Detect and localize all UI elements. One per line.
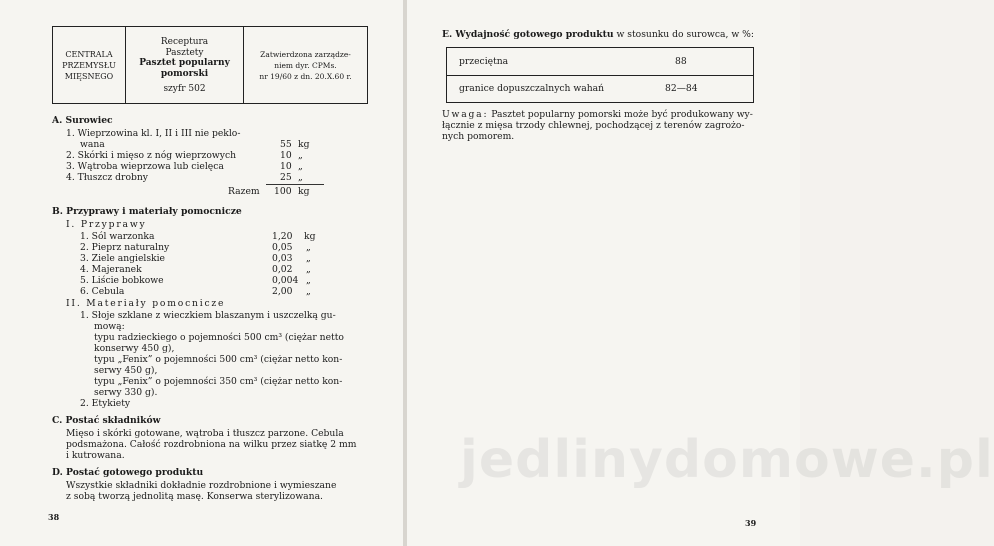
note-line: łącznie z mięsa trzody chlewnej, pochodzącej z terenów zagrożo- xyxy=(442,120,745,131)
raw-unit: kg xyxy=(298,139,310,150)
ingredients-form-line: i kutrowana. xyxy=(66,450,125,461)
ingredients-form-line: Mięso i skórki gotowane, wątroba i tłuszcz parzone. Cebula xyxy=(66,428,344,439)
material-line: typu „Fenix” o pojemności 500 cm³ (ciężar netto kon- xyxy=(94,354,343,365)
book-gutter xyxy=(403,0,407,546)
page-number-left: 38 xyxy=(48,512,60,522)
product-form-line: Wszystkie składniki dokładnie rozdrobnione i wymieszane xyxy=(66,480,337,491)
raw-item: 1. Wieprzowina kl. I, II i III nie peklo- xyxy=(66,128,241,139)
note-first-line xyxy=(442,110,753,121)
page-number-right: 39 xyxy=(745,518,757,528)
org-line: MIĘSNEGO xyxy=(64,71,114,81)
org-line: PRZEMYSŁU xyxy=(62,60,116,70)
org-line: CENTRALA xyxy=(65,49,113,59)
spice-item: 4. Majeranek xyxy=(80,264,142,275)
ingredients-form-line: podsmażona. Całość rozdrobniona na wilku przez siatkę 2 mm xyxy=(66,439,357,450)
recipe-cell xyxy=(126,27,244,103)
spice-unit: „ xyxy=(306,253,311,264)
spice-unit: „ xyxy=(306,286,311,297)
yield-value: 88 xyxy=(675,56,687,67)
material-line: mową: xyxy=(94,321,125,332)
material-line: typu „Fenix” o pojemności 350 cm³ (ciężar netto kon- xyxy=(94,376,343,387)
product-code: szyfr 502 xyxy=(163,84,206,94)
material-line: 1. Słoje szklane z wieczkiem blaszanym i uszczelką gu- xyxy=(80,310,336,321)
spice-item: 3. Ziele angielskie xyxy=(80,253,165,264)
spice-unit: kg xyxy=(304,231,316,242)
spice-unit: „ xyxy=(306,275,311,286)
approval-line: Zatwierdzona zarządze- xyxy=(260,49,351,59)
raw-item: 2. Skórki i mięso z nóg wieprzowych xyxy=(66,150,237,161)
yield-row xyxy=(447,48,753,75)
spice-qty: 0,03 xyxy=(272,253,293,264)
material-line: typu radzieckiego o pojemności 500 cm³ (ciężar netto xyxy=(94,332,344,343)
product-name: Pasztet popularny xyxy=(139,58,230,68)
yield-table xyxy=(446,47,754,103)
yield-label: przeciętna xyxy=(459,56,509,67)
spices-subheading: I. Przyprawy xyxy=(66,219,147,230)
watermark: jedlinydomowe.pl xyxy=(460,430,994,490)
spice-item: 5. Liście bobkowe xyxy=(80,275,164,286)
spice-item: 2. Pieprz naturalny xyxy=(80,242,170,253)
material-line: 2. Etykiety xyxy=(80,398,131,409)
section-e-title-rest: w stosunku do surowca, w %: xyxy=(616,29,754,40)
raw-qty: 10 xyxy=(280,161,292,172)
approval-cell xyxy=(244,27,367,103)
recipe-header-table xyxy=(52,26,368,104)
raw-item: 3. Wątroba wieprzowa lub cielęca xyxy=(66,161,224,172)
note-line: Pasztet popularny pomorski może być produkowany wy- xyxy=(491,109,753,120)
raw-qty: 25 xyxy=(280,172,292,183)
total-unit: kg xyxy=(298,186,310,197)
approval-line: nr 19/60 z dn. 20.X.60 r. xyxy=(259,71,352,81)
spice-qty: 0,05 xyxy=(272,242,293,253)
spice-qty: 2,00 xyxy=(272,286,293,297)
product-name: pomorski xyxy=(160,68,209,79)
raw-unit: „ xyxy=(298,161,303,172)
raw-qty: 10 xyxy=(280,150,292,161)
spice-unit: „ xyxy=(306,264,311,275)
material-line: serwy 330 g). xyxy=(94,387,158,398)
spice-item: 6. Cebula xyxy=(80,286,125,297)
section-b-title: B. Przyprawy i materiały pomocnicze xyxy=(52,206,242,217)
material-line: serwy 450 g), xyxy=(94,365,158,376)
note-line: nych pomorem. xyxy=(442,131,515,142)
spice-qty: 0,02 xyxy=(272,264,293,275)
total-label: Razem xyxy=(228,186,260,197)
org-cell xyxy=(53,27,126,103)
total-qty: 100 xyxy=(274,186,292,197)
spice-item: 1. Sól warzonka xyxy=(80,231,155,242)
approval-line: niem dyr. CPMs. xyxy=(274,60,337,70)
yield-value: 82—84 xyxy=(665,83,698,94)
section-a-title: A. Surowiec xyxy=(52,115,113,126)
sum-rule xyxy=(266,184,324,185)
material-line: konserwy 450 g), xyxy=(94,343,175,354)
materials-subheading: II. Materiały pomocnicze xyxy=(66,298,226,309)
product-form-line: z sobą tworzą jednolitą masę. Konserwa sterylizowana. xyxy=(66,491,323,502)
raw-item: wana xyxy=(80,139,105,150)
recipe-category: Pasztety xyxy=(165,47,204,58)
spice-qty: 1,20 xyxy=(272,231,293,242)
spice-unit: „ xyxy=(306,242,311,253)
raw-item: 4. Tłuszcz drobny xyxy=(66,172,148,183)
recipe-label: Receptura xyxy=(160,37,209,47)
note-label: Uwaga: xyxy=(442,109,489,120)
raw-qty: 55 xyxy=(280,139,292,150)
section-d-title: D. Postać gotowego produktu xyxy=(52,467,204,478)
spice-qty: 0,004 xyxy=(272,275,299,286)
section-e-title xyxy=(442,30,754,41)
raw-unit: „ xyxy=(298,172,303,183)
raw-unit: „ xyxy=(298,150,303,161)
section-c-title: C. Postać składników xyxy=(52,415,161,426)
yield-row xyxy=(447,75,753,103)
section-e-title-bold: E. Wydajność gotowego produktu xyxy=(442,29,614,40)
yield-label: granice dopuszczalnych wahań xyxy=(459,83,605,94)
